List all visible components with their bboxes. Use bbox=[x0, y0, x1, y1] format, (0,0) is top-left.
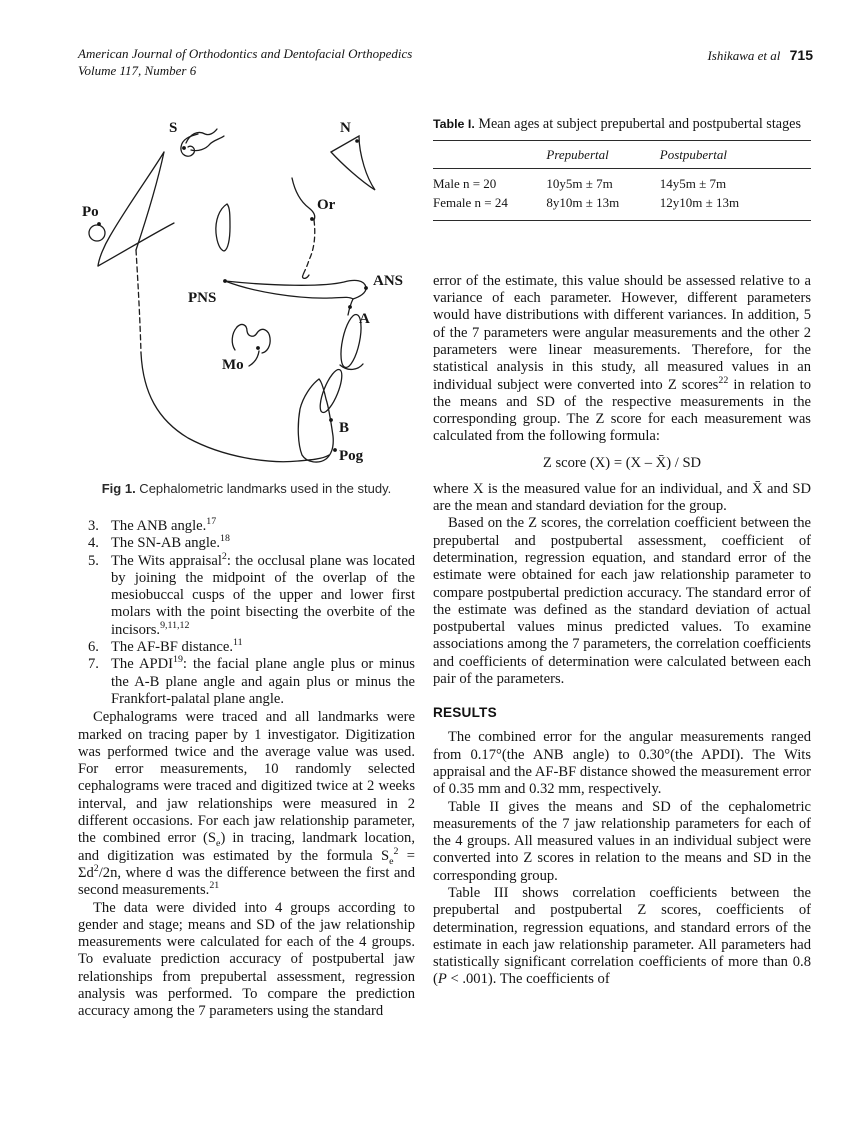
table-header-row bbox=[433, 140, 811, 168]
list-item-text: The SN-AB angle.$^{18}$ bbox=[111, 533, 230, 552]
figure-1 bbox=[78, 108, 415, 496]
landmark-label-or: Or bbox=[317, 197, 336, 213]
landmark-label-pns: PNS bbox=[188, 290, 217, 306]
list-item-number: 7. bbox=[88, 656, 99, 673]
table-1-label: Table I. bbox=[433, 117, 475, 131]
list-item-text: The ANB angle.$^{17}$ bbox=[111, 516, 217, 534]
row-label: Male n = 20 bbox=[433, 175, 497, 191]
body-paragraph: Based on the Z scores, the correlation coefficient between the prepubertal and postpubertal assessment, coefficient of determination, regression equation, and standard error of the estimate were obtained for each jaw relationship parameter to compare postpubertal prediction accuracy. The standard error of the estimate was defined as the standard deviation of actual postpubertal values minus predicted values. To examine associations among the 7 parameters, the correlation coefficients and coefficients of determination were calculated between each pair of the parameters. bbox=[433, 515, 811, 688]
table-1-title bbox=[433, 116, 811, 133]
list-item-number: 5. bbox=[88, 552, 99, 569]
body-paragraph: Table II gives the means and SD of the cephalometric measurements of the 7 jaw relationship parameters for each of the 4 groups. All measured values in an individual subject were converted into Z scores in relation to the means and SD in the corresponding group. bbox=[433, 798, 811, 884]
parameter-list bbox=[78, 518, 415, 708]
body-paragraph: where X is the measured value for an individual, and X̄ and SD are the mean and standard deviation for the group. bbox=[433, 480, 811, 515]
landmark-label-mo: Mo bbox=[222, 357, 244, 373]
right-column bbox=[433, 116, 811, 989]
list-item bbox=[78, 656, 415, 708]
landmark-label-po: Po bbox=[82, 204, 99, 220]
cell-postpubertal: 12y10m ± 13m bbox=[659, 194, 740, 210]
body-paragraph: The combined error for the angular measurements ranged from 0.17°(the ANB angle) to 0.30°(the APDI). The Wits appraisal and the AF-BF distance showed the measurement error of 0.35 mm and 0.32 mm, respectively. bbox=[433, 729, 811, 798]
list-item-number: 4. bbox=[88, 535, 99, 552]
body-paragraph: The data were divided into 4 groups according to gender and stage; means and SD of the jaw relationship measurements were calculated for each of the 4 groups. To evaluate prediction accuracy of postpubertal jaw relationships from prepubertal assessment, regression analysis was performed. To compare the prediction accuracy among the 7 parameters using the standard bbox=[78, 899, 415, 1020]
list-item-number: 6. bbox=[88, 639, 99, 656]
list-item bbox=[78, 535, 415, 552]
table-1 bbox=[433, 140, 811, 221]
running-authors: Ishikawa et al bbox=[707, 48, 781, 63]
body-paragraph: Cephalograms were traced and all landmarks were marked on tracing paper by 1 investigator. Digitization was performed twice and the average value was used. For error measurements, 10 randomly selected cephalograms were traced and digitized twice at 2 weeks interval, and jaw relationships were measured in 2 different occasions. For each jaw relationship parameter, the combined error $(S_e)$ in tracing, landmark location, and digitization was estimated by the formula $S_e^2 = \Sigma d^2/2n$, where d was the difference between the first and second measurements.$^{21}$ bbox=[78, 709, 415, 899]
body-paragraph: error of the estimate, this value should be assessed relative to a variance of each parameter. However, different parameters would have distributions with different variances. In addition, 5 of the 7 parameters were angular measurements and the other 2 parameters were linear measurements. Therefore, for the statistical analysis in this study, all measured values in an individual subject were converted into Z scores$^{22}$ in relation to the means and SD of the respective measurements in the corresponding group. The Z score for each measurement was calculated from the following formula: bbox=[433, 272, 811, 445]
landmark-label-ans: ANS bbox=[373, 273, 404, 289]
cell-postpubertal: 14y5m ± 7m bbox=[659, 175, 727, 191]
results-heading: RESULTS bbox=[433, 705, 497, 721]
table-row bbox=[433, 193, 811, 220]
list-item bbox=[78, 550, 416, 639]
landmark-label-n: N bbox=[340, 120, 351, 136]
journal-volume: Volume 117, Number 6 bbox=[78, 62, 197, 78]
landmark-label-s: S bbox=[169, 120, 178, 136]
list-item bbox=[78, 518, 415, 535]
landmark-label-pog: Pog bbox=[339, 448, 364, 464]
journal-title: American Journal of Orthodontics and Dentofacial Orthopedics bbox=[78, 46, 413, 61]
row-label: Female n = 24 bbox=[433, 194, 508, 210]
table-1-title-text: Mean ages at subject prepubertal and postpubertal stages bbox=[474, 116, 801, 132]
table-row bbox=[433, 168, 811, 193]
table-col-postpubertal: Postpubertal bbox=[660, 140, 811, 168]
list-item bbox=[78, 639, 415, 656]
list-item-number: 3. bbox=[88, 518, 99, 534]
table-col-blank bbox=[433, 140, 546, 168]
left-column bbox=[78, 108, 415, 1021]
figure-caption bbox=[78, 481, 415, 496]
list-item-text: The AF-BF distance.$^{11}$ bbox=[111, 637, 243, 656]
z-score-formula: Z score (X) = (X – X̄) / SD bbox=[542, 454, 702, 471]
landmark-label-b: B bbox=[339, 420, 350, 436]
cell-prepubertal: 10y5m ± 7m bbox=[546, 175, 613, 191]
cephalometric-tracing bbox=[78, 108, 418, 474]
table-col-prepubertal: Prepubertal bbox=[546, 140, 659, 168]
body-paragraph: Table III shows correlation coefficients between the prepubertal and postpubertal Z scores, coefficients of determination, regression equations, and standard errors of the estimate in each jaw relationship parameter. All parameters had statistically significant correlation coefficients of more than 0.8 (P < .001). The coefficients of bbox=[433, 885, 811, 988]
page-number: 715 bbox=[789, 47, 813, 63]
running-head-right bbox=[433, 47, 813, 64]
landmark-label-a: A bbox=[359, 311, 370, 327]
figure-caption-text: Cephalometric landmarks used in the study. bbox=[135, 481, 392, 496]
list-item-text: The Wits appraisal$^2$: the occlusal plane was located by joining the midpoint of the overlap of the mesiobuccal cusps of the upper and lower first molars with the point bisecting the overbite of the incisors.$^{9,11,12}$ bbox=[111, 550, 416, 638]
cell-prepubertal: 8y10m ± 13m bbox=[546, 194, 620, 210]
figure-caption-label: Fig 1. bbox=[101, 481, 136, 496]
list-item-text: The APDI$^{19}$: the facial plane angle plus or minus the A-B plane angle and again plus or minus the Frankfort-palatal plane angle. bbox=[111, 654, 415, 707]
